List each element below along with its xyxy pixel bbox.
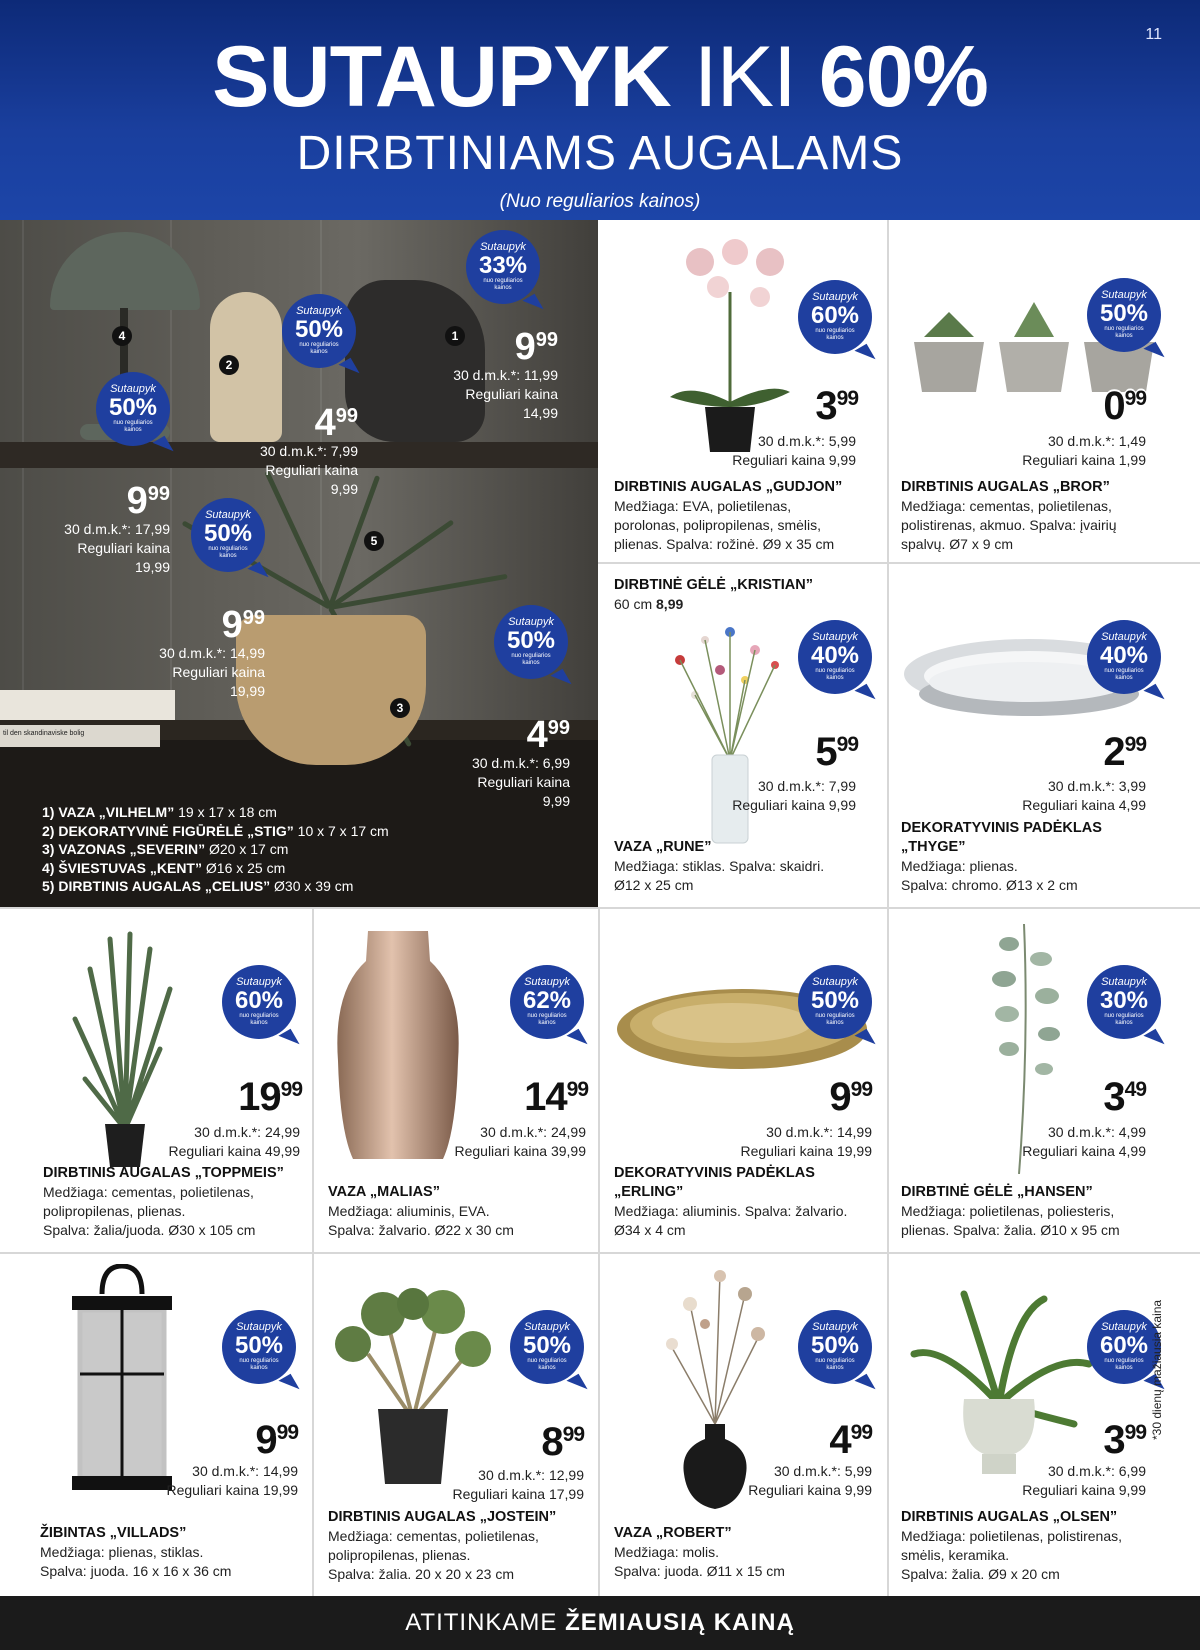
- price: $3^{99}$: [1103, 1418, 1146, 1462]
- discount-badge: Sutaupyk 60% nuo reguliarios kainos: [1087, 1310, 1161, 1384]
- price: $5^{99}$: [815, 730, 858, 774]
- price-reference: 30 d.m.k.*: 6,99 Reguliari kaina 9,99: [1022, 1463, 1146, 1498]
- price-reference: 30 d.m.k.*: 1,49 Reguliari kaina 1,99: [1022, 433, 1146, 468]
- marker-1: 1: [445, 326, 465, 346]
- product-card-malias[interactable]: [314, 909, 598, 1251]
- product-description: Medžiaga: cementas, polietilenas, polipropilenas, plienas. Spalva: žalia. 20 x 20 x 23 cm: [328, 1528, 539, 1582]
- price-reference: 30 d.m.k.*: 24,99 Reguliari kaina 49,99: [168, 1124, 300, 1159]
- product-name: DIRBTINĖ GĖLĖ „HANSEN”: [901, 1184, 1093, 1200]
- product-description: Medžiaga: plienas. Spalva: chromo. Ø13 x 2 cm: [901, 858, 1078, 893]
- discount-badge: Sutaupyk 50% nuo reguliarios kainos: [1087, 278, 1161, 352]
- product-name: DIRBTINIS AUGALAS „JOSTEIN”: [328, 1509, 557, 1525]
- product-description: Medžiaga: plienas, stiklas. Spalva: juoda. 16 x 16 x 36 cm: [40, 1544, 232, 1579]
- offer-price-severin: $9^{99}$ 30 d.m.k.*: 14,99 Reguliari kaina 19,99: [159, 604, 265, 699]
- product-name: VAZA „RUNE”: [614, 839, 712, 855]
- headline-note: (Nuo reguliarios kainos): [499, 191, 701, 212]
- price-reference: 30 d.m.k.*: 3,99 Reguliari kaina 4,99: [1022, 778, 1146, 813]
- product-name: DIRBTINIS AUGALAS „GUDJON”: [614, 479, 843, 495]
- product-name: VAZA „ROBERT”: [614, 1525, 732, 1541]
- product-card-toppmeis[interactable]: [0, 909, 312, 1251]
- product-description: Medžiaga: stiklas. Spalva: skaidri. Ø12 x 25 cm: [614, 858, 825, 893]
- price: $3^{99}$: [815, 384, 858, 428]
- header-banner: [0, 0, 1200, 220]
- product-description: Medžiaga: cementas, polietilenas, polipropilenas, plienas. Spalva: žalia/juoda. Ø30 x 105 cm: [43, 1184, 256, 1238]
- price-reference: 30 d.m.k.*: 5,99 Reguliari kaina 9,99: [732, 433, 856, 468]
- offer-price-stig: $4^{99}$ 30 d.m.k.*: 7,99 Reguliari kaina 9,99: [259, 402, 358, 497]
- price: $9^{99}$: [255, 1418, 298, 1462]
- footer-banner: [0, 1596, 1200, 1650]
- offer-price-kent: $9^{99}$ 30 d.m.k.*: 17,99 Reguliari kaina 19,99: [64, 480, 170, 575]
- price: $9^{99}$: [829, 1075, 872, 1119]
- discount-badge: Sutaupyk 40% nuo reguliarios kainos: [1087, 620, 1161, 694]
- product-description: Medžiaga: molis. Spalva: juoda. Ø11 x 15 cm: [614, 1544, 785, 1579]
- discount-badge: Sutaupyk 50% nuo reguliarios kainos: [222, 1310, 296, 1384]
- product-card-hansen[interactable]: [889, 909, 1200, 1251]
- product-name: DEKORATYVINIS PADĖKLAS „ERLING”: [614, 1165, 815, 1200]
- product-card-erling[interactable]: [600, 909, 886, 1251]
- discount-badge: Sutaupyk 40% nuo reguliarios kainos: [798, 620, 872, 694]
- discount-badge: Sutaupyk 60% nuo reguliarios kainos: [798, 280, 872, 354]
- headline-subtitle: DIRBTINIAMS AUGALAMS: [296, 127, 904, 180]
- lamp-kent: [50, 232, 200, 310]
- discount-badge: Sutaupyk 50% nuo reguliarios kainos: [191, 498, 265, 572]
- product-description: Medžiaga: cementas, polietilenas, polistirenas, akmuo. Spalva: įvairių spalvų. Ø7 x 9 cm: [901, 498, 1117, 552]
- product-name: DIRBTINIS AUGALAS „BROR”: [901, 479, 1110, 495]
- product-card-bror[interactable]: [889, 222, 1200, 560]
- price-reference: 30 d.m.k.*: 14,99 Reguliari kaina 19,99: [166, 1463, 298, 1498]
- price-reference: 30 d.m.k.*: 24,99 Reguliari kaina 39,99: [454, 1124, 586, 1159]
- discount-badge: Sutaupyk 62% nuo reguliarios kainos: [510, 965, 584, 1039]
- footer-bold-text: ŽEMIAUSIĄ KAINĄ: [565, 1609, 795, 1636]
- headline-up-to: IKI: [693, 29, 796, 125]
- discount-badge: Sutaupyk 33% nuo reguliarios kainos: [466, 230, 540, 304]
- discount-badge: Sutaupyk 30% nuo reguliarios kainos: [1087, 965, 1161, 1039]
- price: $19^{99}$: [238, 1075, 302, 1119]
- price-reference: 30 d.m.k.*: 7,99 Reguliari kaina 9,99: [732, 778, 856, 813]
- discount-badge: Sutaupyk 50% nuo reguliarios kainos: [798, 965, 872, 1039]
- offer-price-celius: $4^{99}$ 30 d.m.k.*: 6,99 Reguliari kaina 9,99: [471, 714, 570, 809]
- price: $3^{49}$: [1103, 1075, 1146, 1119]
- product-card-thyge[interactable]: [889, 564, 1200, 906]
- headline-save: SUTAUPYK: [212, 29, 671, 125]
- product-name: DEKORATYVINIS PADĖKLAS „THYGE”: [901, 820, 1102, 855]
- product-card-rune[interactable]: [600, 564, 886, 906]
- headline-percent: 60%: [818, 29, 988, 125]
- price-reference: 30 d.m.k.*: 14,99 Reguliari kaina 19,99: [740, 1124, 872, 1159]
- lantern-image: [60, 1264, 185, 1494]
- price-reference: 30 d.m.k.*: 4,99 Reguliari kaina 4,99: [1022, 1124, 1146, 1159]
- discount-badge: Sutaupyk 50% nuo reguliarios kainos: [96, 372, 170, 446]
- discount-badge: Sutaupyk 50% nuo reguliarios kainos: [282, 294, 356, 368]
- agave-plant-image: [70, 929, 180, 1169]
- photo-product-list: 1) VAZA „VILHELM” 19 x 17 x 18 cm 2) DEKORATYVINĖ FIGŪRĖLĖ „STIG” 10 x 7 x 17 cm 3) VAZONAS „SEVERIN” Ø20 x 17 cm 4) ŠVIESTUVAS „KENT” Ø16 x 25 cm 5) DIRBTINIS AUGALAS „CELIUS” Ø30 x 39 cm: [42, 804, 389, 895]
- price: $14^{99}$: [524, 1075, 588, 1119]
- offer-price-vilhelm: $9^{99}$ 30 d.m.k.*: 11,99 Reguliari kaina 14,99: [453, 326, 558, 421]
- price-reference: 30 d.m.k.*: 12,99 Reguliari kaina 17,99: [452, 1467, 584, 1502]
- product-card-villads[interactable]: [0, 1254, 312, 1594]
- lowest-price-footnote: *30 dienų mažiausia kaina: [1150, 1299, 1164, 1440]
- product-description: Medžiaga: aliuminis. Spalva: žalvario. Ø34 x 4 cm: [614, 1203, 848, 1238]
- headline: [0, 29, 1200, 125]
- discount-badge: Sutaupyk 50% nuo reguliarios kainos: [494, 605, 568, 679]
- discount-badge: Sutaupyk 50% nuo reguliarios kainos: [510, 1310, 584, 1384]
- footer-thin-text: ATITINKAME: [405, 1609, 566, 1636]
- product-card-jostein[interactable]: [314, 1254, 598, 1594]
- product-description: Medžiaga: polietilenas, polistirenas, smėlis, keramika. Spalva: žalia. Ø9 x 20 cm: [901, 1528, 1123, 1582]
- marker-5: 5: [364, 531, 384, 551]
- price: $0^{99}$: [1103, 384, 1146, 428]
- product-name: ŽIBINTAS „VILLADS”: [40, 1525, 187, 1541]
- brass-vase-image: [328, 931, 468, 1161]
- product-description: Medžiaga: aliuminis, EVA. Spalva: žalvario. Ø22 x 30 cm: [328, 1203, 514, 1238]
- price: $2^{99}$: [1103, 730, 1146, 774]
- discount-badge: Sutaupyk 60% nuo reguliarios kainos: [222, 965, 296, 1039]
- product-name-kristian: DIRBTINĖ GĖLĖ „KRISTIAN”: [614, 577, 813, 593]
- product-card-gudjon[interactable]: [600, 222, 886, 560]
- marker-3: 3: [390, 698, 410, 718]
- potted-fern-image: [904, 1284, 1094, 1484]
- marker-4: 4: [112, 326, 132, 346]
- page-number: 11: [1145, 26, 1162, 43]
- price: $4^{99}$: [829, 1418, 872, 1462]
- product-name: DIRBTINIS AUGALAS „TOPPMEIS”: [43, 1165, 284, 1181]
- orchid-image: [660, 232, 800, 452]
- product-description: Medžiaga: polietilenas, poliesteris, plienas. Spalva: žalia. Ø10 x 95 cm: [901, 1203, 1120, 1238]
- product-size-kristian: 60 cm 8,99: [614, 596, 684, 612]
- product-card-robert[interactable]: [600, 1254, 886, 1594]
- jade-plant-image: [328, 1284, 498, 1484]
- product-name: DIRBTINIS AUGALAS „OLSEN”: [901, 1509, 1118, 1525]
- product-description: Medžiaga: EVA, polietilenas, porolonas, polipropilenas, smėlis, plienas. Spalva: rožinė. Ø9 x 35 cm: [614, 498, 835, 552]
- discount-badge: Sutaupyk 50% nuo reguliarios kainos: [798, 1310, 872, 1384]
- marker-2: 2: [219, 355, 239, 375]
- price: $8^{99}$: [541, 1420, 584, 1464]
- product-name: VAZA „MALIAS”: [328, 1184, 440, 1200]
- lifestyle-photo: [0, 220, 598, 908]
- price-reference: 30 d.m.k.*: 5,99 Reguliari kaina 9,99: [748, 1463, 872, 1498]
- book-spine-text: til den skandinaviske bolig: [3, 730, 85, 737]
